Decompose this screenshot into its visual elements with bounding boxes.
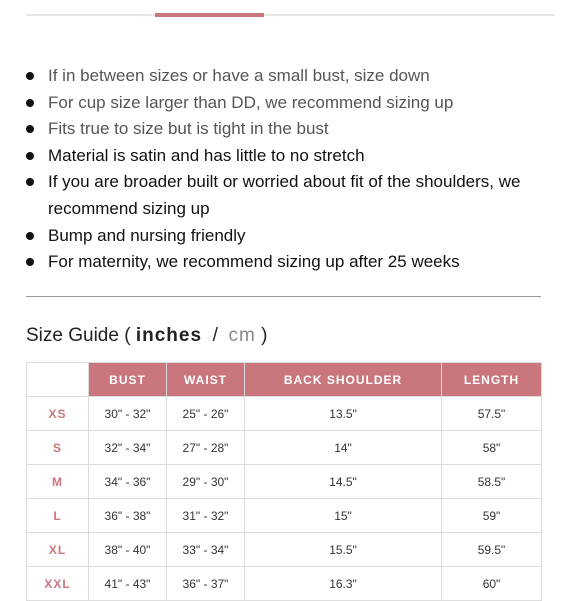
unit-cm-toggle[interactable]: cm bbox=[228, 325, 256, 346]
bust-cell: 41" - 43" bbox=[89, 567, 167, 601]
bust-cell: 30" - 32" bbox=[89, 397, 167, 431]
length-cell: 58" bbox=[442, 431, 542, 465]
bust-cell: 32" - 34" bbox=[89, 431, 167, 465]
table-row bbox=[27, 499, 542, 533]
bust-cell: 38" - 40" bbox=[89, 533, 167, 567]
back-shoulder-cell: 14.5" bbox=[245, 465, 442, 499]
open-paren: ( bbox=[124, 325, 131, 346]
size-label: XL bbox=[27, 533, 89, 567]
section-divider bbox=[26, 296, 541, 297]
table-header-row bbox=[27, 363, 542, 397]
table-row bbox=[27, 533, 542, 567]
size-label: XS bbox=[27, 397, 89, 431]
size-guide-table bbox=[26, 362, 542, 601]
size-guide-title: Size Guide bbox=[26, 325, 119, 346]
fit-note: Bump and nursing friendly bbox=[26, 223, 546, 250]
header-blank-cell bbox=[27, 363, 89, 397]
length-cell: 58.5" bbox=[442, 465, 542, 499]
length-cell: 57.5" bbox=[442, 397, 542, 431]
header-bust: BUST bbox=[89, 363, 167, 397]
table-row bbox=[27, 431, 542, 465]
table-row bbox=[27, 397, 542, 431]
header-waist: WAIST bbox=[167, 363, 245, 397]
bust-cell: 34" - 36" bbox=[89, 465, 167, 499]
table-row bbox=[27, 465, 542, 499]
waist-cell: 25" - 26" bbox=[167, 397, 245, 431]
length-cell: 60" bbox=[442, 567, 542, 601]
waist-cell: 36" - 37" bbox=[167, 567, 245, 601]
waist-cell: 33" - 34" bbox=[167, 533, 245, 567]
close-paren: ) bbox=[261, 325, 268, 346]
back-shoulder-cell: 16.3" bbox=[245, 567, 442, 601]
fit-note: Material is satin and has little to no stretch bbox=[26, 143, 546, 170]
length-cell: 59.5" bbox=[442, 533, 542, 567]
fit-note: For maternity, we recommend sizing up after 25 weeks bbox=[26, 249, 546, 276]
fit-notes-list bbox=[26, 63, 546, 276]
waist-cell: 27" - 28" bbox=[167, 431, 245, 465]
back-shoulder-cell: 13.5" bbox=[245, 397, 442, 431]
fit-note: For cup size larger than DD, we recommend sizing up bbox=[26, 90, 546, 117]
back-shoulder-cell: 14" bbox=[245, 431, 442, 465]
fit-note: Fits true to size but is tight in the bust bbox=[26, 116, 546, 143]
size-label: L bbox=[27, 499, 89, 533]
back-shoulder-cell: 15" bbox=[245, 499, 442, 533]
fit-note: If you are broader built or worried about fit of the shoulders, we recommend sizing up bbox=[26, 169, 546, 222]
fit-note: If in between sizes or have a small bust, size down bbox=[26, 63, 546, 90]
unit-inches-toggle[interactable]: inches bbox=[135, 325, 203, 346]
table-row bbox=[27, 567, 542, 601]
length-cell: 59" bbox=[442, 499, 542, 533]
bust-cell: 36" - 38" bbox=[89, 499, 167, 533]
header-back-shoulder: BACK SHOULDER bbox=[245, 363, 442, 397]
waist-cell: 29" - 30" bbox=[167, 465, 245, 499]
waist-cell: 31" - 32" bbox=[167, 499, 245, 533]
size-guide-heading bbox=[26, 325, 267, 347]
size-label: XXL bbox=[27, 567, 89, 601]
size-label: S bbox=[27, 431, 89, 465]
active-tab-indicator bbox=[155, 13, 264, 17]
back-shoulder-cell: 15.5" bbox=[245, 533, 442, 567]
unit-separator: / bbox=[212, 325, 218, 346]
header-length: LENGTH bbox=[442, 363, 542, 397]
size-label: M bbox=[27, 465, 89, 499]
tab-bar bbox=[26, 14, 555, 16]
